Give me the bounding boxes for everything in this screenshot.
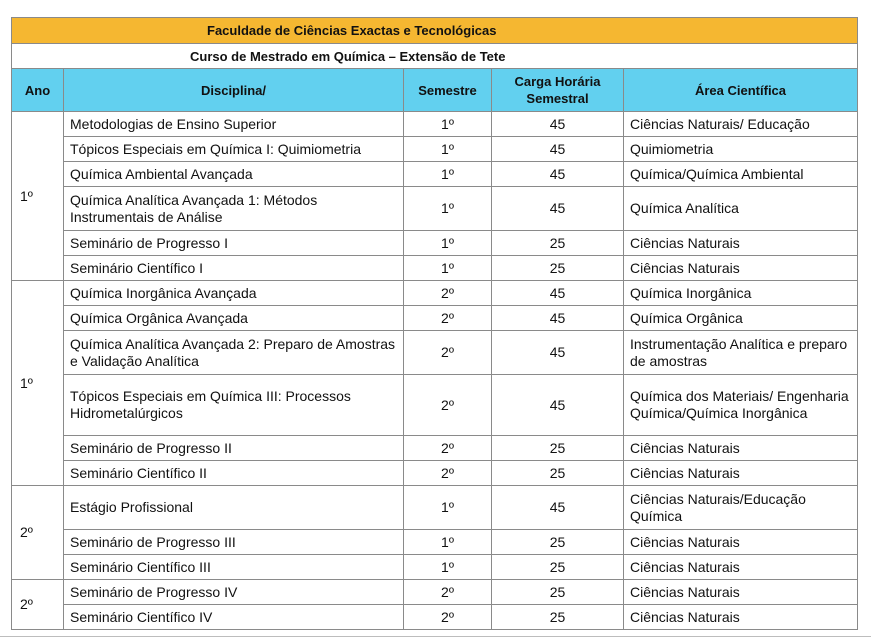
table-body bbox=[12, 112, 858, 630]
carga-cell: 45 bbox=[492, 187, 624, 231]
table-row bbox=[12, 162, 858, 187]
semestre-cell: 1º bbox=[404, 137, 492, 162]
carga-cell: 45 bbox=[492, 306, 624, 331]
faculty-title: Faculdade de Ciências Exactas e Tecnológicas bbox=[12, 18, 858, 44]
table-row bbox=[12, 461, 858, 486]
header-carga: Carga Horária Semestral bbox=[492, 69, 624, 112]
area-cell: Ciências Naturais bbox=[624, 461, 858, 486]
carga-cell: 25 bbox=[492, 436, 624, 461]
disciplina-cell: Tópicos Especiais em Química I: Quimiometria bbox=[64, 137, 404, 162]
carga-cell: 45 bbox=[492, 375, 624, 436]
area-cell: Ciências Naturais bbox=[624, 530, 858, 555]
area-cell: Quimiometria bbox=[624, 137, 858, 162]
header-area: Área Científica bbox=[624, 69, 858, 112]
area-cell: Ciências Naturais/Educação Química bbox=[624, 486, 858, 530]
area-cell: Química Inorgânica bbox=[624, 281, 858, 306]
semestre-cell: 2º bbox=[404, 375, 492, 436]
table-row bbox=[12, 530, 858, 555]
semestre-cell: 2º bbox=[404, 306, 492, 331]
course-title: Curso de Mestrado em Química – Extensão de Tete bbox=[12, 44, 858, 69]
disciplina-cell: Seminário Científico II bbox=[64, 461, 404, 486]
carga-cell: 25 bbox=[492, 231, 624, 256]
table-row bbox=[12, 256, 858, 281]
disciplina-cell: Química Ambiental Avançada bbox=[64, 162, 404, 187]
disciplina-cell: Estágio Profissional bbox=[64, 486, 404, 530]
table-row bbox=[12, 281, 858, 306]
disciplina-cell: Seminário de Progresso II bbox=[64, 436, 404, 461]
semestre-cell: 2º bbox=[404, 436, 492, 461]
semestre-cell: 1º bbox=[404, 231, 492, 256]
carga-cell: 25 bbox=[492, 580, 624, 605]
semestre-cell: 2º bbox=[404, 461, 492, 486]
table-row bbox=[12, 605, 858, 630]
table-row bbox=[12, 187, 858, 231]
table-row bbox=[12, 231, 858, 256]
semestre-cell: 2º bbox=[404, 281, 492, 306]
table-row bbox=[12, 331, 858, 375]
carga-cell: 45 bbox=[492, 281, 624, 306]
carga-cell: 45 bbox=[492, 486, 624, 530]
semestre-cell: 1º bbox=[404, 530, 492, 555]
disciplina-cell: Química Inorgânica Avançada bbox=[64, 281, 404, 306]
semestre-cell: 1º bbox=[404, 187, 492, 231]
column-header-row bbox=[12, 69, 858, 112]
disciplina-cell: Química Analítica Avançada 2: Preparo de Amostras e Validação Analítica bbox=[64, 331, 404, 375]
table-row bbox=[12, 486, 858, 530]
disciplina-cell: Metodologias de Ensino Superior bbox=[64, 112, 404, 137]
semestre-cell: 1º bbox=[404, 112, 492, 137]
disciplina-cell: Seminário de Progresso I bbox=[64, 231, 404, 256]
semestre-cell: 1º bbox=[404, 162, 492, 187]
table-row bbox=[12, 580, 858, 605]
table-row bbox=[12, 436, 858, 461]
semestre-cell: 1º bbox=[404, 555, 492, 580]
area-cell: Química/Química Ambiental bbox=[624, 162, 858, 187]
disciplina-cell: Química Orgânica Avançada bbox=[64, 306, 404, 331]
area-cell: Química dos Materiais/ Engenharia Química/Química Inorgânica bbox=[624, 375, 858, 436]
curriculum-table-wrapper bbox=[11, 17, 857, 630]
header-ano: Ano bbox=[12, 69, 64, 112]
header-semestre: Semestre bbox=[404, 69, 492, 112]
title-row bbox=[12, 18, 858, 44]
carga-cell: 45 bbox=[492, 137, 624, 162]
semestre-cell: 2º bbox=[404, 605, 492, 630]
table-row bbox=[12, 555, 858, 580]
carga-cell: 45 bbox=[492, 162, 624, 187]
carga-cell: 25 bbox=[492, 605, 624, 630]
ano-cell: 1º bbox=[12, 281, 64, 486]
carga-cell: 25 bbox=[492, 256, 624, 281]
carga-cell: 45 bbox=[492, 112, 624, 137]
disciplina-cell: Tópicos Especiais em Química III: Processos Hidrometalúrgicos bbox=[64, 375, 404, 436]
disciplina-cell: Seminário de Progresso III bbox=[64, 530, 404, 555]
carga-cell: 45 bbox=[492, 331, 624, 375]
disciplina-cell: Química Analítica Avançada 1: Métodos Instrumentais de Análise bbox=[64, 187, 404, 231]
semestre-cell: 1º bbox=[404, 256, 492, 281]
disciplina-cell: Seminário Científico III bbox=[64, 555, 404, 580]
table-row bbox=[12, 306, 858, 331]
subtitle-row bbox=[12, 44, 858, 69]
semestre-cell: 2º bbox=[404, 331, 492, 375]
area-cell: Ciências Naturais bbox=[624, 605, 858, 630]
ano-cell: 1º bbox=[12, 112, 64, 281]
carga-cell: 25 bbox=[492, 555, 624, 580]
semestre-cell: 2º bbox=[404, 580, 492, 605]
area-cell: Ciências Naturais bbox=[624, 436, 858, 461]
table-row bbox=[12, 375, 858, 436]
carga-cell: 25 bbox=[492, 530, 624, 555]
area-cell: Química Analítica bbox=[624, 187, 858, 231]
area-cell: Ciências Naturais bbox=[624, 580, 858, 605]
area-cell: Ciências Naturais/ Educação bbox=[624, 112, 858, 137]
area-cell: Ciências Naturais bbox=[624, 555, 858, 580]
header-disciplina: Disciplina/ bbox=[64, 69, 404, 112]
disciplina-cell: Seminário Científico I bbox=[64, 256, 404, 281]
table-row bbox=[12, 112, 858, 137]
semestre-cell: 1º bbox=[404, 486, 492, 530]
disciplina-cell: Seminário Científico IV bbox=[64, 605, 404, 630]
area-cell: Ciências Naturais bbox=[624, 231, 858, 256]
carga-cell: 25 bbox=[492, 461, 624, 486]
disciplina-cell: Seminário de Progresso IV bbox=[64, 580, 404, 605]
area-cell: Ciências Naturais bbox=[624, 256, 858, 281]
ano-cell: 2º bbox=[12, 486, 64, 580]
ano-cell: 2º bbox=[12, 580, 64, 630]
bottom-divider bbox=[0, 636, 871, 637]
table-row bbox=[12, 137, 858, 162]
curriculum-table bbox=[11, 17, 858, 630]
area-cell: Química Orgânica bbox=[624, 306, 858, 331]
area-cell: Instrumentação Analítica e preparo de amostras bbox=[624, 331, 858, 375]
